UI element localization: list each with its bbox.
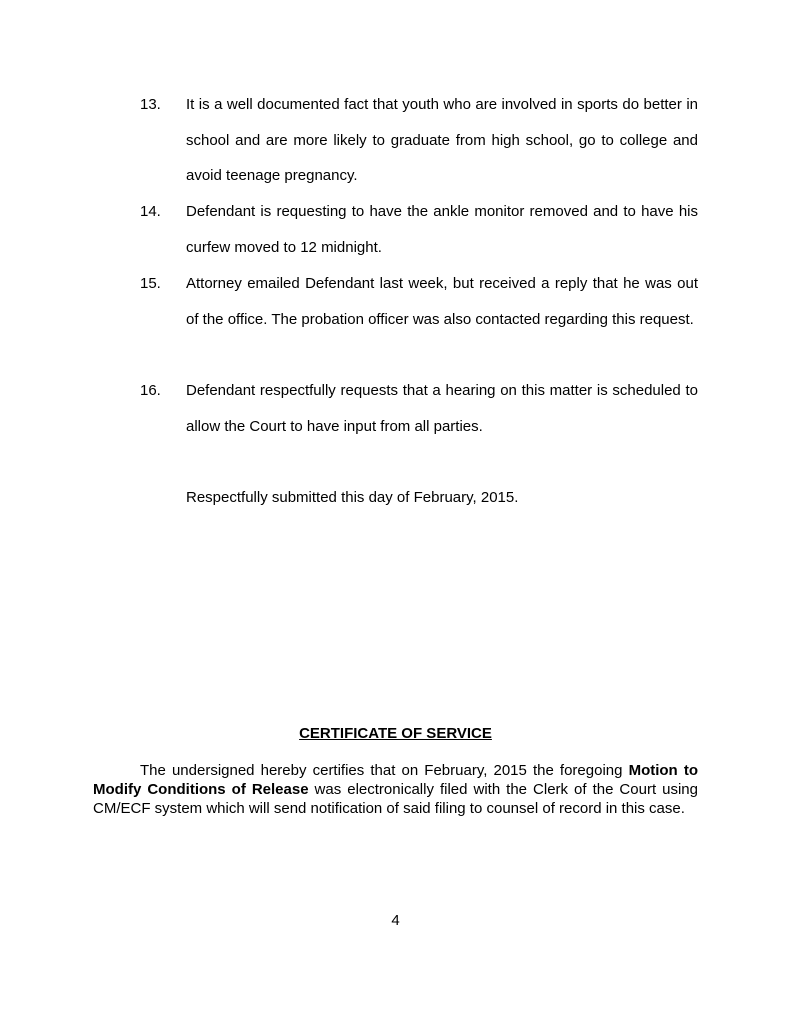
certificate-title: CERTIFICATE OF SERVICE <box>299 725 492 742</box>
motion-title: Motion to Modify Conditions of Release <box>93 762 698 798</box>
paragraph-16 <box>140 373 698 444</box>
paragraph-number: 16. <box>140 382 161 399</box>
paragraph-text: Defendant respectfully requests that a hearing on this matter is scheduled to allow the Court to have input from all parties. <box>186 382 698 435</box>
paragraph-text: Attorney emailed Defendant last week, but received a reply that he was out of the office. The probation officer was also contacted regarding this request. <box>186 275 698 328</box>
paragraph-number: 15. <box>140 275 161 292</box>
paragraph-text: It is a well documented fact that youth who are involved in sports do better in school and are more likely to graduate from high school, go to college and avoid teenage pregnancy. <box>186 96 698 184</box>
submitted-line: Respectfully submitted this day of February, 2015. <box>186 489 519 506</box>
paragraph-number: 13. <box>140 96 161 113</box>
page-number: 4 <box>391 912 400 929</box>
paragraph-15 <box>140 266 698 337</box>
paragraph-number: 14. <box>140 203 161 220</box>
certificate-text-before: The undersigned hereby certifies that on February, 2015 the foregoing <box>140 762 629 779</box>
certificate-text-after: was electronically filed with the Clerk of the Court using CM/ECF system which will send notification of said filing to counsel of record in this case. <box>93 781 698 817</box>
paragraph-13 <box>140 87 698 194</box>
paragraph-text: Defendant is requesting to have the ankle monitor removed and to have his curfew moved to 12 midnight. <box>186 203 698 256</box>
certificate-body <box>93 761 698 818</box>
paragraph-14 <box>140 194 698 265</box>
